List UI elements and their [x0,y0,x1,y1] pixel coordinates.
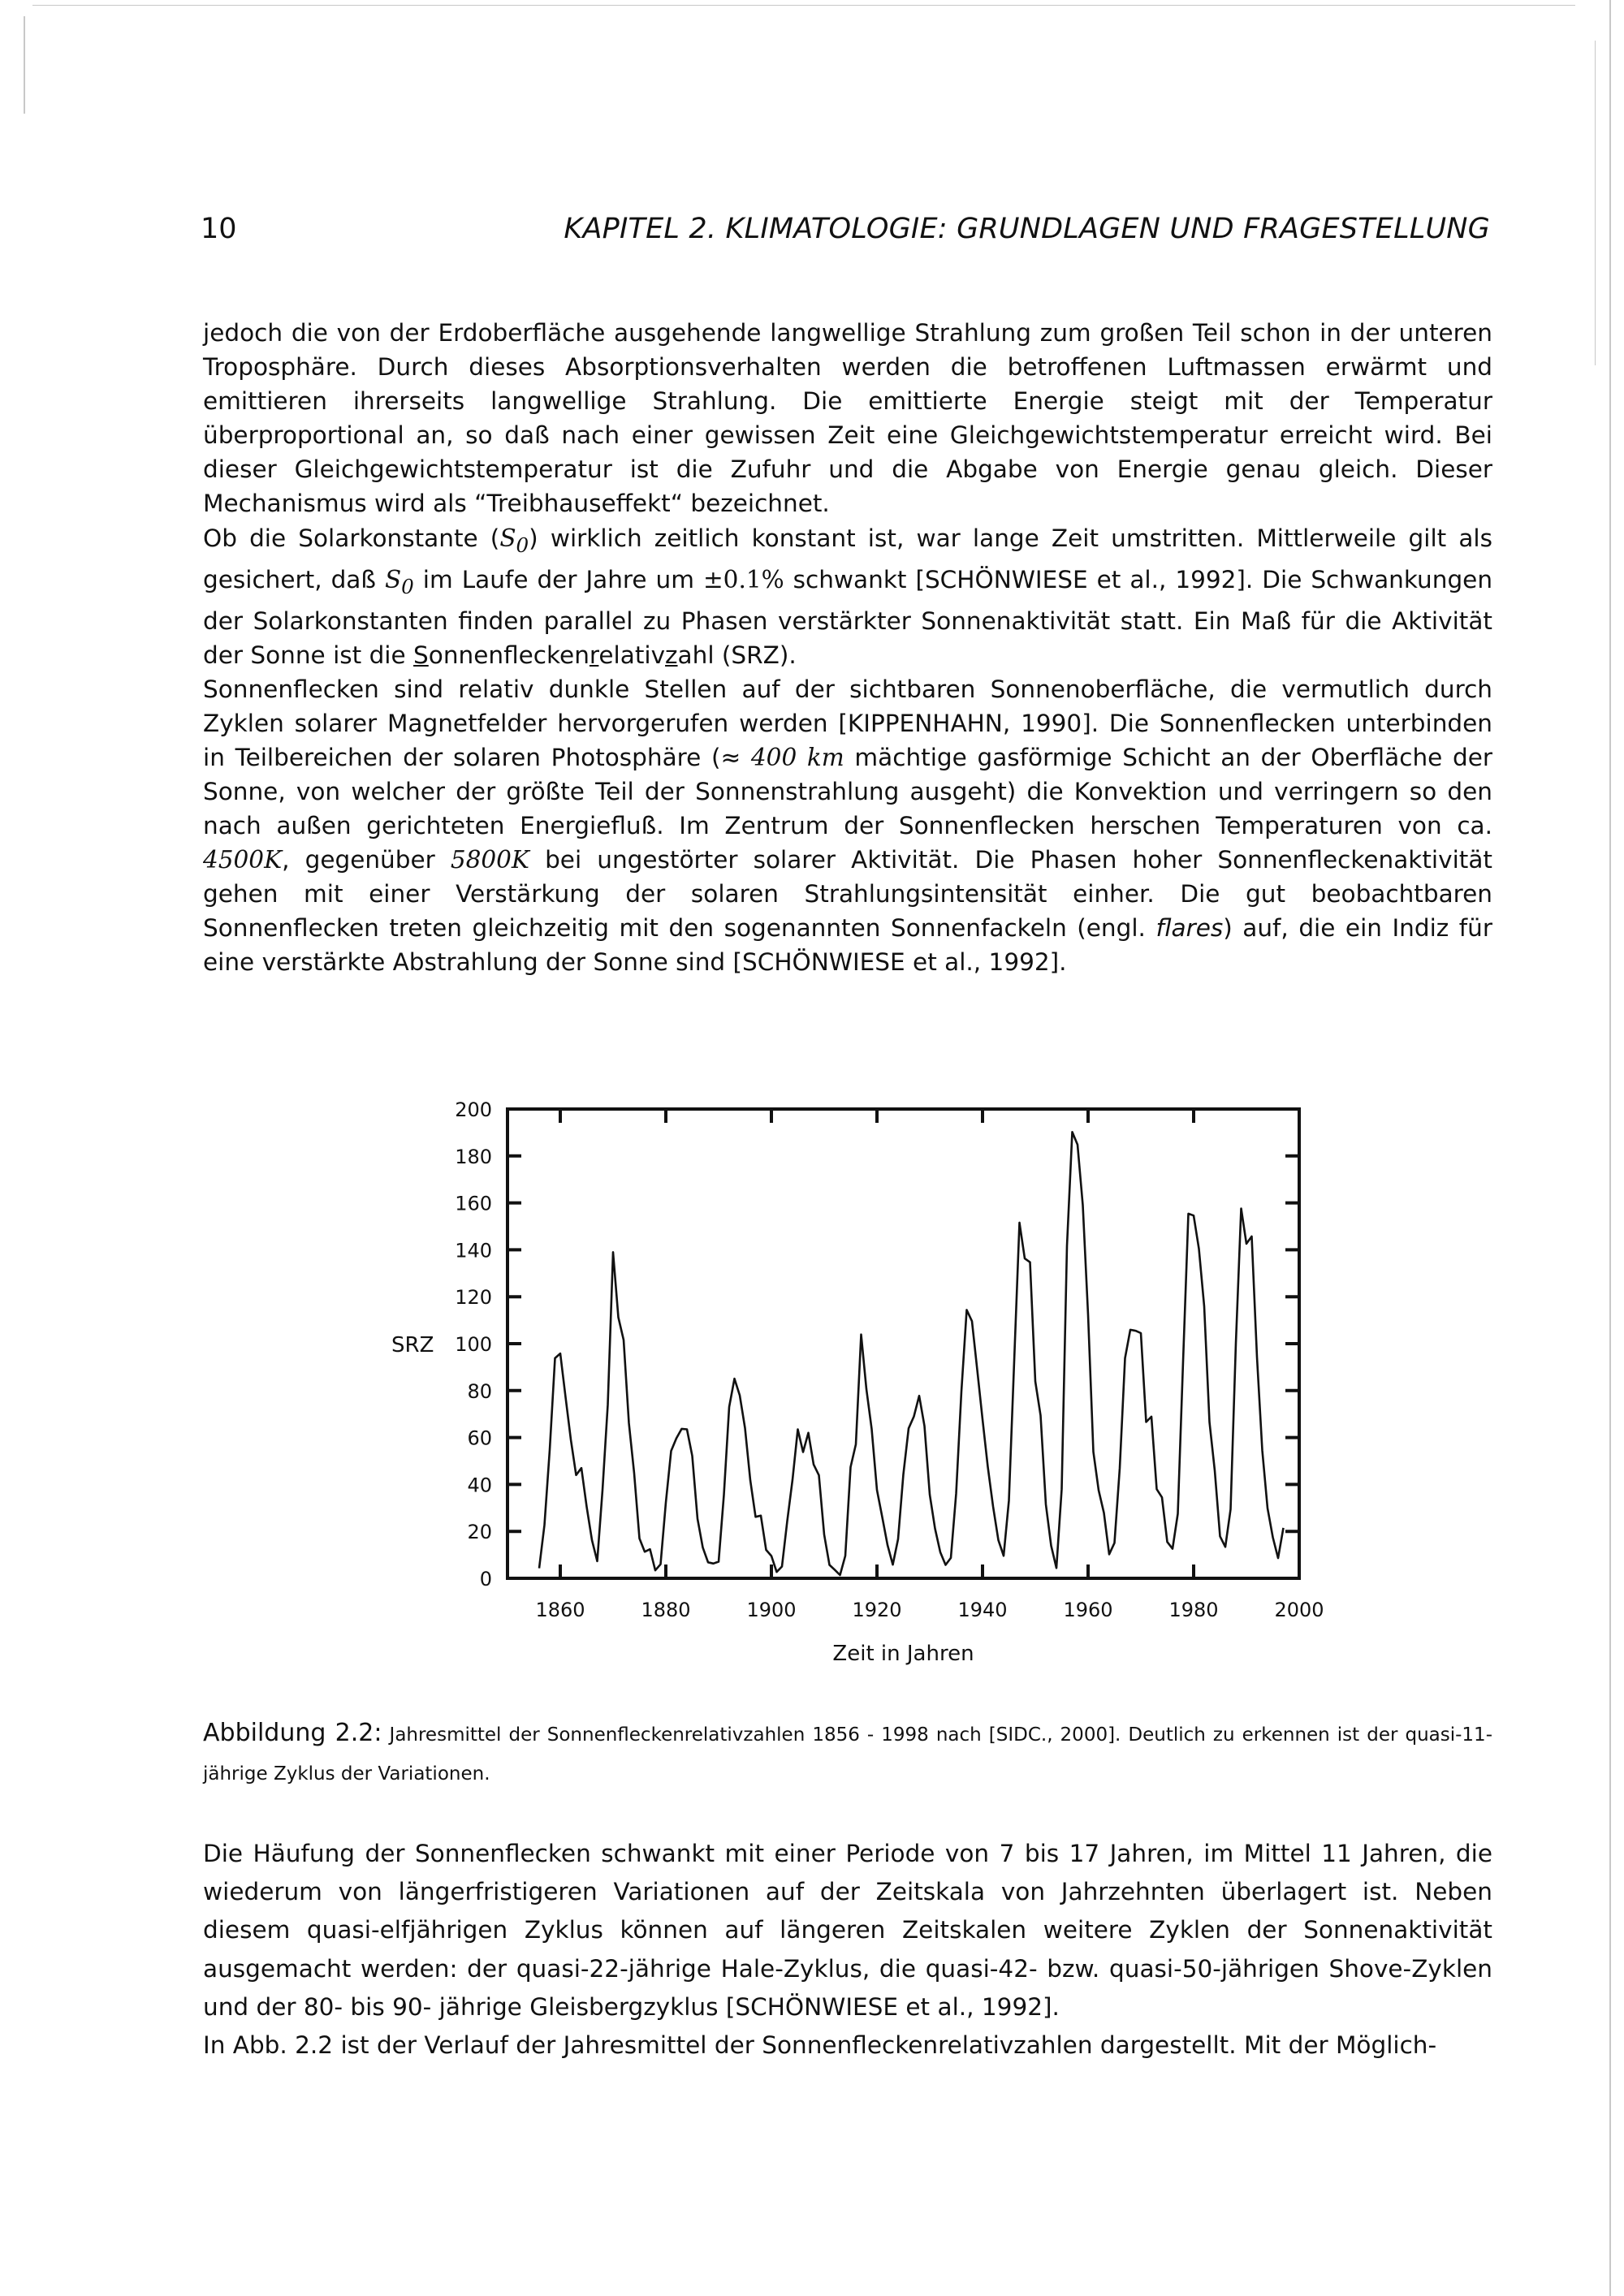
y-tick-label: 100 [455,1333,492,1356]
math-subscript: 0 [401,574,414,598]
emphasis-flares: flares [1155,914,1224,943]
y-tick-label: 140 [455,1239,492,1262]
text-run: schwankt [SCHÖNWIESE et al., 1992]. Die Schwankungen der Solarkonstanten finden parallel zu Phasen verstärkter Sonnenaktivität statt. Ein Maß für die Aktivität der Sonne ist die [203,565,1493,669]
text-run: ) auf, die ein Indiz für eine verstärkte Abstrahlung der Sonne sind [SCHÖNWIESE et al., 1992]. [203,914,1493,977]
math-km: 400 km [750,743,844,771]
underlined-letter: S [413,641,429,669]
y-tick-label: 180 [455,1145,492,1168]
text-run: elativ [598,641,666,669]
math-symbol: S [499,524,516,552]
caption-text: Jahresmittel der Sonnenfleckenrelativzahlen 1856 - 1998 nach [SIDC., 2000]. Deutlich zu erkennen ist der quasi-11-jährige Zyklus der Variationen. [203,1724,1492,1785]
bottom-text [203,1835,1492,2065]
x-tick-label: 1860 [535,1599,585,1621]
text-run: , gegenüber [282,846,451,874]
body-text [203,316,1492,980]
text-run: ahl (SRZ). [677,641,797,669]
x-tick-label: 1880 [641,1599,691,1621]
x-tick-label: 2000 [1274,1599,1324,1621]
page-number: 10 [201,213,237,245]
y-tick-label: 160 [455,1192,492,1215]
scan-line-right-2 [1609,0,1611,2296]
y-axis-label: SRZ [391,1333,434,1357]
x-tick-label: 1980 [1168,1599,1219,1621]
y-tick-label: 0 [479,1568,492,1590]
y-tick-label: 60 [467,1426,492,1450]
x-tick-label: 1900 [746,1599,797,1621]
text-run: Ob die Solarkonstante ( [203,524,500,552]
text-run: im Laufe der Jahre um [413,565,703,593]
text-run: ) wirklich zeitlich konstant ist, war lange Zeit umstritten. Mittlerweile gilt als gesichert, daß [203,524,1492,593]
text-run: bei ungestörter solarer Aktivität. Die Phasen hoher Sonnenfleckenaktivität gehen mit einer Verstärkung der solaren Strahlungsintensität einher. Die gut beobachtbaren Sonnenflecken treten gleichzeitig mit den sogenannten Sonnenfackeln (engl. [203,846,1492,943]
running-head: KAPITEL 2. KLIMATOLOGIE: GRUNDLAGEN UND FRAGESTELLUNG [564,213,1490,245]
x-tick-label: 1960 [1063,1599,1113,1621]
math-temperature: 5800K [450,846,529,874]
figure-caption [203,1715,1492,1794]
paragraph-sunspots [203,672,1492,980]
scan-line-top [32,5,1575,6]
paragraph-solar-constant [203,521,1492,672]
y-tick-label: 80 [467,1379,492,1403]
text-run: mächtige gasförmige Schicht an der Oberfläche der Sonne, von welcher der größte Teil der Sonnenstrahlung ausgeht) die Konvektion und verringern so den nach außen gerichteten Energiefluß. Im Zentrum der Sonnenflecken herschen Temperaturen von ca. [203,743,1492,840]
math-subscript: 0 [516,533,529,557]
paragraph-cycles: Die Häufung der Sonnenflecken schwankt mit einer Periode von 7 bis 17 Jahren, im Mittel 11 Jahren, die wiederum von längerfristigeren Variationen auf der Zeitskala von Jahrzehnten überlagert ist. Neben diesem quasi-elfjährigen Zyklus können auf längeren Zeitskalen weitere Zyklen der Sonnenaktivität ausgemacht werden: der quasi-22-jährige Hale-Zyklus, die quasi-42- bzw. quasi-50-jährigen Shove-Zyklen und der 80- bis 90- jährige Gleisbergzyklus [SCHÖNWIESE et al., 1992]. [203,1840,1492,2021]
paragraph-greenhouse: jedoch die von der Erdoberfläche ausgehende langwellige Strahlung zum großen Teil schon in der unteren Troposphäre. Durch dieses Absorptionsverhalten werden die betroffenen Luftmassen erwärmt und emittieren ihrerseits langwellige Strahlung. Die emittierte Energie steigt mit der Temperatur überproportional an, so daß nach einer gewissen Zeit eine Gleichgewichtstemperatur erreicht wird. Bei dieser Gleichgewichtstemperatur ist die Zufuhr und die Abgabe von Energie genau gleich. Dieser Mechanismus wird als “Treibhauseffekt“ bezeichnet. [203,319,1492,518]
underlined-letter: z [665,641,678,669]
y-tick-label: 40 [467,1474,492,1497]
text-run: onnenflecken [428,641,590,669]
plot-frame [508,1109,1299,1578]
y-tick-label: 120 [455,1286,492,1310]
paragraph-figure-reference: In Abb. 2.2 ist der Verlauf der Jahresmittel der Sonnenfleckenrelativzahlen dargestellt. Mit der Möglich- [203,2031,1437,2060]
series-line-srz [539,1132,1284,1575]
x-axis-label: Zeit in Jahren [832,1642,974,1666]
math-s0 [499,524,529,557]
caption-label: Abbildung 2.2: [203,1719,382,1747]
scan-line-right-1 [1595,41,1596,365]
y-tick-label: 20 [467,1521,492,1544]
y-tick-label: 200 [455,1098,492,1121]
underlined-letter: r [589,641,599,669]
math-s0 [384,565,414,598]
math-temperature: 4500K [203,846,283,874]
math-plusminus: ±0.1% [702,565,784,593]
math-symbol: S [384,565,402,593]
text-run: Sonnenflecken sind relativ dunkle Stellen auf der sichtbaren Sonnenoberfläche, die vermutlich durch Zyklen solarer Magnetfelder hervorgerufen werden [KIPPENHAHN, 1990]. Die Sonnenflecken unterbinden in Teilbereichen der solaren Photosphäre (≈ [203,675,1492,771]
x-tick-label: 1940 [957,1599,1008,1621]
scan-line-left [24,16,25,114]
x-tick-label: 1920 [852,1599,902,1621]
